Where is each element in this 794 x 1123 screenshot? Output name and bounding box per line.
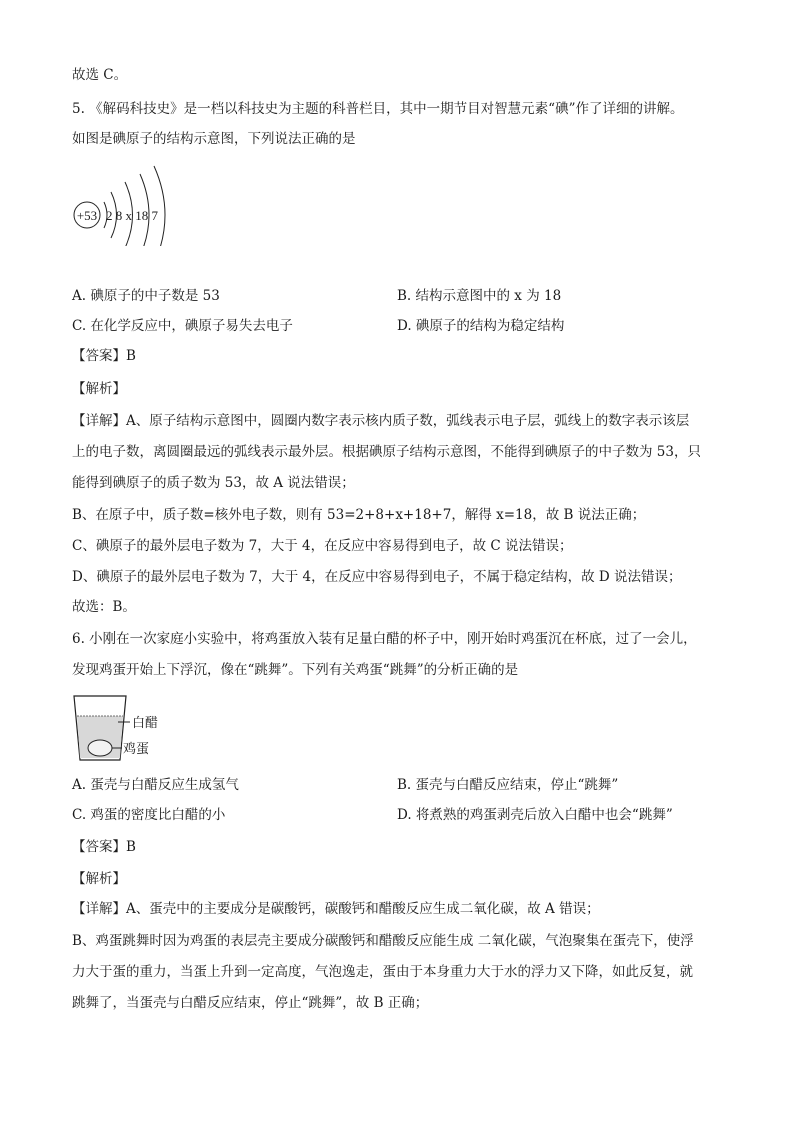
iodine-atom-structure-diagram bbox=[70, 160, 180, 246]
q5-analysis-line: 故选：B。 bbox=[72, 599, 136, 615]
q5-stem-line-1: 5. 《解码科技史》是一档以科技史为主题的科普栏目，其中一期节目对智慧元素“碘”作了详细的讲解。 bbox=[72, 101, 684, 117]
q6-option-d[interactable]: D. 将煮熟的鸡蛋剥壳后放入白醋中也会“跳舞” bbox=[397, 807, 673, 823]
q5-option-d[interactable]: D. 碘原子的结构为稳定结构 bbox=[397, 318, 565, 334]
q5-analysis-line: 【详解】A、原子结构示意图中，圆圈内数字表示核内质子数，弧线表示电子层，弧线上的数字表示该层 bbox=[72, 413, 690, 429]
q5-analysis-line: 能得到碘原子的质子数为 53，故 A 说法错误； bbox=[72, 475, 355, 491]
q6-option-a[interactable]: A. 蛋壳与白醋反应生成氢气 bbox=[72, 777, 239, 793]
q6-analysis-line: 跳舞了，当蛋壳与白醋反应结束，停止“跳舞”，故 B 正确； bbox=[72, 995, 429, 1011]
q5-analysis-line: B、在原子中，质子数=核外电子数，则有 53=2+8+x+18+7，解得 x=18，故 B 说法正确； bbox=[72, 507, 646, 523]
q5-option-b[interactable]: B. 结构示意图中的 x 为 18 bbox=[397, 288, 562, 304]
q5-analysis-line: D、碘原子的最外层电子数为 7，大于 4，在反应中容易得到电子，不属于稳定结构，故 D 说法错误； bbox=[72, 569, 682, 585]
egg-in-vinegar-diagram bbox=[70, 692, 180, 764]
electron-shell-5 bbox=[154, 166, 165, 246]
q5-analysis-line: 上的电子数，离圆圈最远的弧线表示最外层。根据碘原子结构示意图，不能得到碘原子的中子数为 53，只 bbox=[72, 444, 701, 460]
q6-analysis-heading: 【解析】 bbox=[72, 871, 126, 887]
q6-analysis-line: 力大于蛋的重力，当蛋上升到一定高度，气泡逸走，蛋由于本身重力大于水的浮力又下降，如此反复，就 bbox=[72, 964, 693, 980]
q5-option-a[interactable]: A. 碘原子的中子数是 53 bbox=[72, 288, 220, 304]
q5-analysis-heading: 【解析】 bbox=[72, 381, 126, 397]
q6-answer: 【答案】B bbox=[72, 839, 136, 855]
q6-stem-line-2: 发现鸡蛋开始上下浮沉，像在“跳舞”。下列有关鸡蛋“跳舞”的分析正确的是 bbox=[72, 662, 519, 678]
q6-option-b[interactable]: B. 蛋壳与白醋反应结束，停止“跳舞” bbox=[397, 777, 619, 793]
nucleus-charge: +53 bbox=[76, 208, 98, 223]
shell-electron-counts: 2 8 x 18 7 bbox=[106, 208, 158, 223]
q5-answer: 【答案】B bbox=[72, 348, 136, 364]
egg-shape bbox=[88, 740, 112, 756]
q5-option-c[interactable]: C. 在化学反应中，碘原子易失去电子 bbox=[72, 318, 293, 334]
vinegar-label: 白醋 bbox=[132, 715, 159, 730]
q5-analysis-line: C、碘原子的最外层电子数为 7，大于 4，在反应中容易得到电子，故 C 说法错误； bbox=[72, 538, 573, 554]
q6-option-c[interactable]: C. 鸡蛋的密度比白醋的小 bbox=[72, 807, 226, 823]
q5-stem-line-2: 如图是碘原子的结构示意图，下列说法正确的是 bbox=[72, 131, 356, 147]
q6-analysis-line: 【详解】A、蛋壳中的主要成分是碳酸钙，碳酸钙和醋酸反应生成二氧化碳，故 A 错误； bbox=[72, 901, 600, 917]
q6-analysis-line: B、鸡蛋跳舞时因为鸡蛋的表层壳主要成分碳酸钙和醋酸反应能生成 二氧化碳，气泡聚集在蛋壳下，使浮 bbox=[72, 933, 694, 949]
previous-answer-conclusion: 故选 C。 bbox=[72, 67, 128, 83]
egg-label: 鸡蛋 bbox=[123, 741, 150, 756]
q6-stem-line-1: 6. 小刚在一次家庭小实验中，将鸡蛋放入装有足量白醋的杯子中，刚开始时鸡蛋沉在杯底，过了一会儿， bbox=[72, 631, 697, 647]
